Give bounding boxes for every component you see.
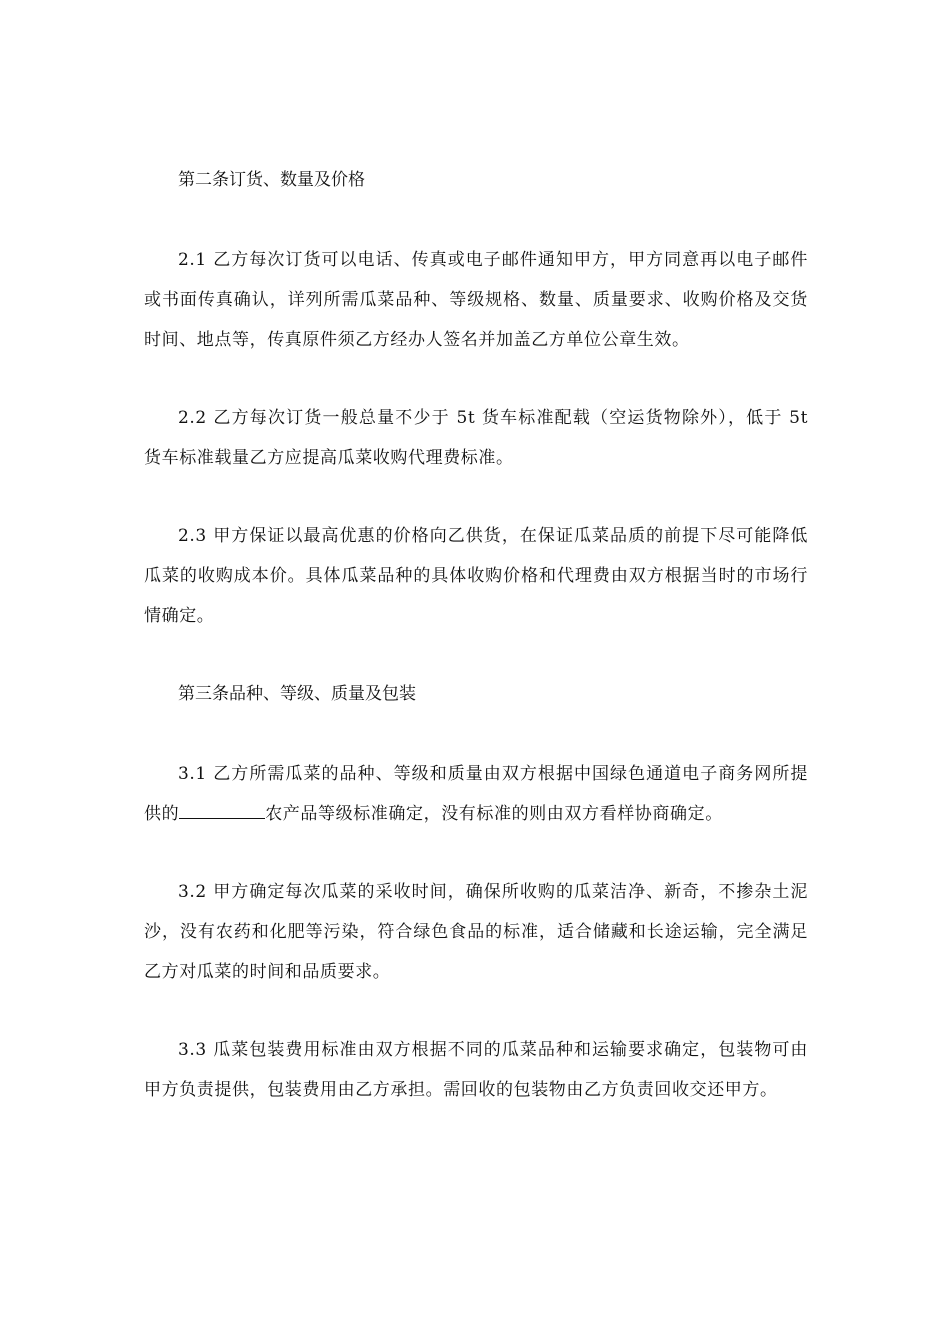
spacer bbox=[144, 834, 808, 872]
clause-3-1-text-before: 3.1 乙方所需瓜菜的品种、等级和质量由双方根据中国绿色通道电子商务网所提供的 bbox=[144, 764, 808, 824]
spacer bbox=[144, 360, 808, 398]
spacer bbox=[144, 714, 808, 754]
spacer bbox=[144, 200, 808, 240]
clause-2-1: 2.1 乙方每次订货可以电话、传真或电子邮件通知甲方，甲方同意再以电子邮件或书面传真确认，详列所需瓜菜品种、等级规格、数量、质量要求、收购价格及交货时间、地点等，传真原件须乙方经办人签名并加盖乙方单位公章生效。 bbox=[144, 250, 808, 350]
spacer bbox=[144, 478, 808, 516]
clause-3-1-text-after: 农产品等级标准确定，没有标准的则由双方看样协商确定。 bbox=[265, 804, 723, 824]
fill-in-blank bbox=[179, 804, 265, 819]
clause-2-3: 2.3 甲方保证以最高优惠的价格向乙供货，在保证瓜菜品质的前提下尽可能降低瓜菜的收购成本价。具体瓜菜品种的具体收购价格和代理费由双方根据当时的市场行情确定。 bbox=[144, 526, 808, 626]
document-body bbox=[144, 160, 808, 1110]
section-3-heading: 第三条品种、等级、质量及包装 bbox=[178, 684, 416, 704]
clause-3-3: 3.3 瓜菜包装费用标准由双方根据不同的瓜菜品种和运输要求确定，包装物可由甲方负责提供，包装费用由乙方承担。需回收的包装物由乙方负责回收交还甲方。 bbox=[144, 1040, 808, 1100]
clause-2-2: 2.2 乙方每次订货一般总量不少于 5t 货车标准配载（空运货物除外），低于 5t 货车标准载量乙方应提高瓜菜收购代理费标准。 bbox=[144, 408, 808, 468]
clause-3-2: 3.2 甲方确定每次瓜菜的采收时间，确保所收购的瓜菜洁净、新奇，不掺杂土泥沙，没有农药和化肥等污染，符合绿色食品的标准，适合储藏和长途运输，完全满足乙方对瓜菜的时间和品质要求。 bbox=[144, 882, 808, 982]
spacer bbox=[144, 992, 808, 1030]
spacer bbox=[144, 636, 808, 674]
clause-3-1 bbox=[144, 754, 808, 834]
section-2-heading: 第二条订货、数量及价格 bbox=[178, 170, 365, 190]
